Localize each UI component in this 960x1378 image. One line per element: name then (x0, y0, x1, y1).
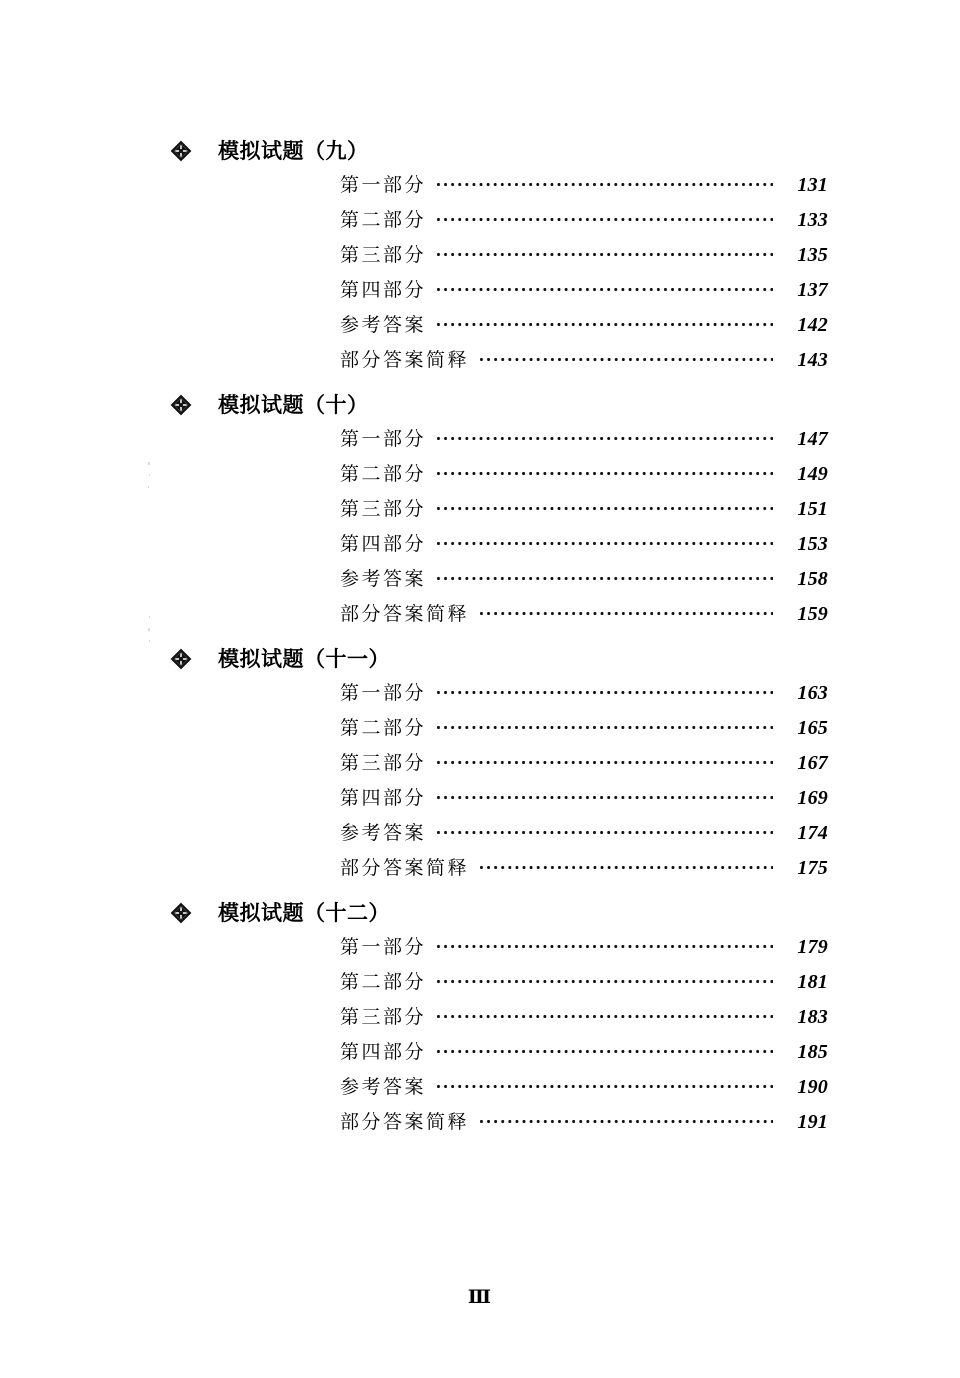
diamond-ornament-icon (170, 648, 192, 670)
toc-entry[interactable] (168, 1107, 828, 1142)
scan-artifact (149, 616, 150, 618)
toc-entry-label: 第三部分 (340, 244, 427, 266)
dot-leader (437, 534, 773, 550)
toc-entry-page-number: 143 (797, 349, 828, 371)
toc-entry[interactable] (168, 1072, 828, 1107)
dot-leader (437, 937, 773, 953)
scan-artifact (149, 474, 150, 476)
toc-entry-page-number: 133 (797, 209, 828, 231)
toc-entry-label: 参考答案 (340, 1076, 427, 1098)
scan-artifact (148, 628, 150, 631)
dot-leader (437, 464, 773, 480)
toc-entry[interactable] (168, 599, 828, 634)
toc-entry-label: 第四部分 (340, 279, 427, 301)
toc-entry[interactable] (168, 1037, 828, 1072)
toc-entry-label: 第四部分 (340, 787, 427, 809)
dot-leader (437, 753, 773, 769)
toc-entry[interactable] (168, 818, 828, 853)
toc-entry-page-number: 149 (797, 463, 828, 485)
toc-entry-label: 第二部分 (340, 971, 427, 993)
dot-leader (480, 1112, 773, 1128)
toc-entry-label: 参考答案 (340, 822, 427, 844)
toc-entry[interactable] (168, 424, 828, 459)
toc-entry[interactable] (168, 275, 828, 310)
toc-section-header[interactable] (168, 894, 828, 932)
toc-entry-page-number: 185 (797, 1041, 828, 1063)
footer-page-number: Ⅲ (467, 1287, 493, 1308)
toc-entry-list (168, 932, 828, 1142)
toc-entry[interactable] (168, 345, 828, 380)
toc-entry-page-number: 137 (797, 279, 828, 301)
toc-entry-list (168, 678, 828, 888)
dot-leader (437, 1077, 773, 1093)
toc-section-header[interactable] (168, 386, 828, 424)
dot-leader (480, 350, 773, 366)
diamond-ornament-icon (170, 140, 192, 162)
toc-entry[interactable] (168, 205, 828, 240)
dot-leader (437, 683, 773, 699)
toc-entry-label: 第三部分 (340, 498, 427, 520)
toc-entry-page-number: 183 (797, 1006, 828, 1028)
toc-entry-label: 参考答案 (340, 568, 427, 590)
table-of-contents (168, 132, 828, 1142)
dot-leader (437, 569, 773, 585)
dot-leader (437, 788, 773, 804)
toc-entry-page-number: 181 (797, 971, 828, 993)
toc-entry[interactable] (168, 494, 828, 529)
toc-entry-page-number: 153 (797, 533, 828, 555)
toc-section-title: 模拟试题（十二） (218, 900, 390, 925)
toc-entry-label: 第一部分 (340, 428, 427, 450)
toc-entry-label: 第二部分 (340, 209, 427, 231)
toc-entry[interactable] (168, 459, 828, 494)
toc-entry-page-number: 135 (797, 244, 828, 266)
toc-entry[interactable] (168, 967, 828, 1002)
dot-leader (437, 175, 773, 191)
toc-entry[interactable] (168, 678, 828, 713)
toc-entry-label: 第一部分 (340, 936, 427, 958)
toc-entry-label: 参考答案 (340, 314, 427, 336)
dot-leader (480, 604, 773, 620)
toc-entry-page-number: 142 (797, 314, 828, 336)
toc-entry-page-number: 179 (797, 936, 828, 958)
toc-entry-page-number: 147 (797, 428, 828, 450)
toc-entry-page-number: 167 (797, 752, 828, 774)
scan-artifact (148, 486, 149, 488)
toc-entry-label: 第四部分 (340, 533, 427, 555)
toc-entry[interactable] (168, 1002, 828, 1037)
scan-artifact (148, 462, 150, 465)
toc-entry-label: 部分答案简释 (340, 349, 470, 371)
toc-entry-label: 部分答案简释 (340, 857, 470, 879)
toc-entry-page-number: 163 (797, 682, 828, 704)
toc-entry-label: 部分答案简释 (340, 603, 470, 625)
toc-entry-page-number: 191 (797, 1111, 828, 1133)
toc-entry-label: 第三部分 (340, 1006, 427, 1028)
page-footer (0, 1286, 960, 1309)
toc-entry[interactable] (168, 783, 828, 818)
toc-entry[interactable] (168, 713, 828, 748)
scan-artifact (149, 640, 150, 642)
toc-entry-label: 第一部分 (340, 174, 427, 196)
toc-entry-label: 第三部分 (340, 752, 427, 774)
toc-section-header[interactable] (168, 640, 828, 678)
toc-entry-list (168, 424, 828, 634)
toc-entry-page-number: 175 (797, 857, 828, 879)
toc-entry[interactable] (168, 564, 828, 599)
diamond-ornament-icon (170, 902, 192, 924)
toc-section-title: 模拟试题（十一） (218, 646, 390, 671)
toc-entry[interactable] (168, 529, 828, 564)
toc-entry[interactable] (168, 748, 828, 783)
toc-entry-label: 第四部分 (340, 1041, 427, 1063)
toc-entry-page-number: 174 (797, 822, 828, 844)
dot-leader (437, 823, 773, 839)
toc-entry-label: 第一部分 (340, 682, 427, 704)
toc-entry[interactable] (168, 853, 828, 888)
dot-leader (437, 280, 773, 296)
toc-entry-page-number: 151 (797, 498, 828, 520)
dot-leader (437, 210, 773, 226)
toc-entry-page-number: 169 (797, 787, 828, 809)
diamond-ornament-icon (170, 394, 192, 416)
dot-leader (437, 1007, 773, 1023)
toc-entry-page-number: 190 (797, 1076, 828, 1098)
toc-section-title: 模拟试题（十） (218, 392, 369, 417)
dot-leader (437, 718, 773, 734)
toc-entry-label: 第二部分 (340, 463, 427, 485)
toc-entry[interactable] (168, 310, 828, 345)
toc-section-header[interactable] (168, 132, 828, 170)
toc-entry-page-number: 159 (797, 603, 828, 625)
toc-entry[interactable] (168, 240, 828, 275)
toc-entry-page-number: 165 (797, 717, 828, 739)
dot-leader (437, 972, 773, 988)
toc-entry-page-number: 158 (797, 568, 828, 590)
toc-entry-label: 第二部分 (340, 717, 427, 739)
toc-entry-page-number: 131 (797, 174, 828, 196)
dot-leader (437, 1042, 773, 1058)
toc-entry-list (168, 170, 828, 380)
dot-leader (480, 858, 773, 874)
dot-leader (437, 429, 773, 445)
toc-entry-label: 部分答案简释 (340, 1111, 470, 1133)
toc-entry[interactable] (168, 932, 828, 967)
dot-leader (437, 499, 773, 515)
dot-leader (437, 315, 773, 331)
toc-section-title: 模拟试题（九） (218, 138, 369, 163)
toc-entry[interactable] (168, 170, 828, 205)
dot-leader (437, 245, 773, 261)
